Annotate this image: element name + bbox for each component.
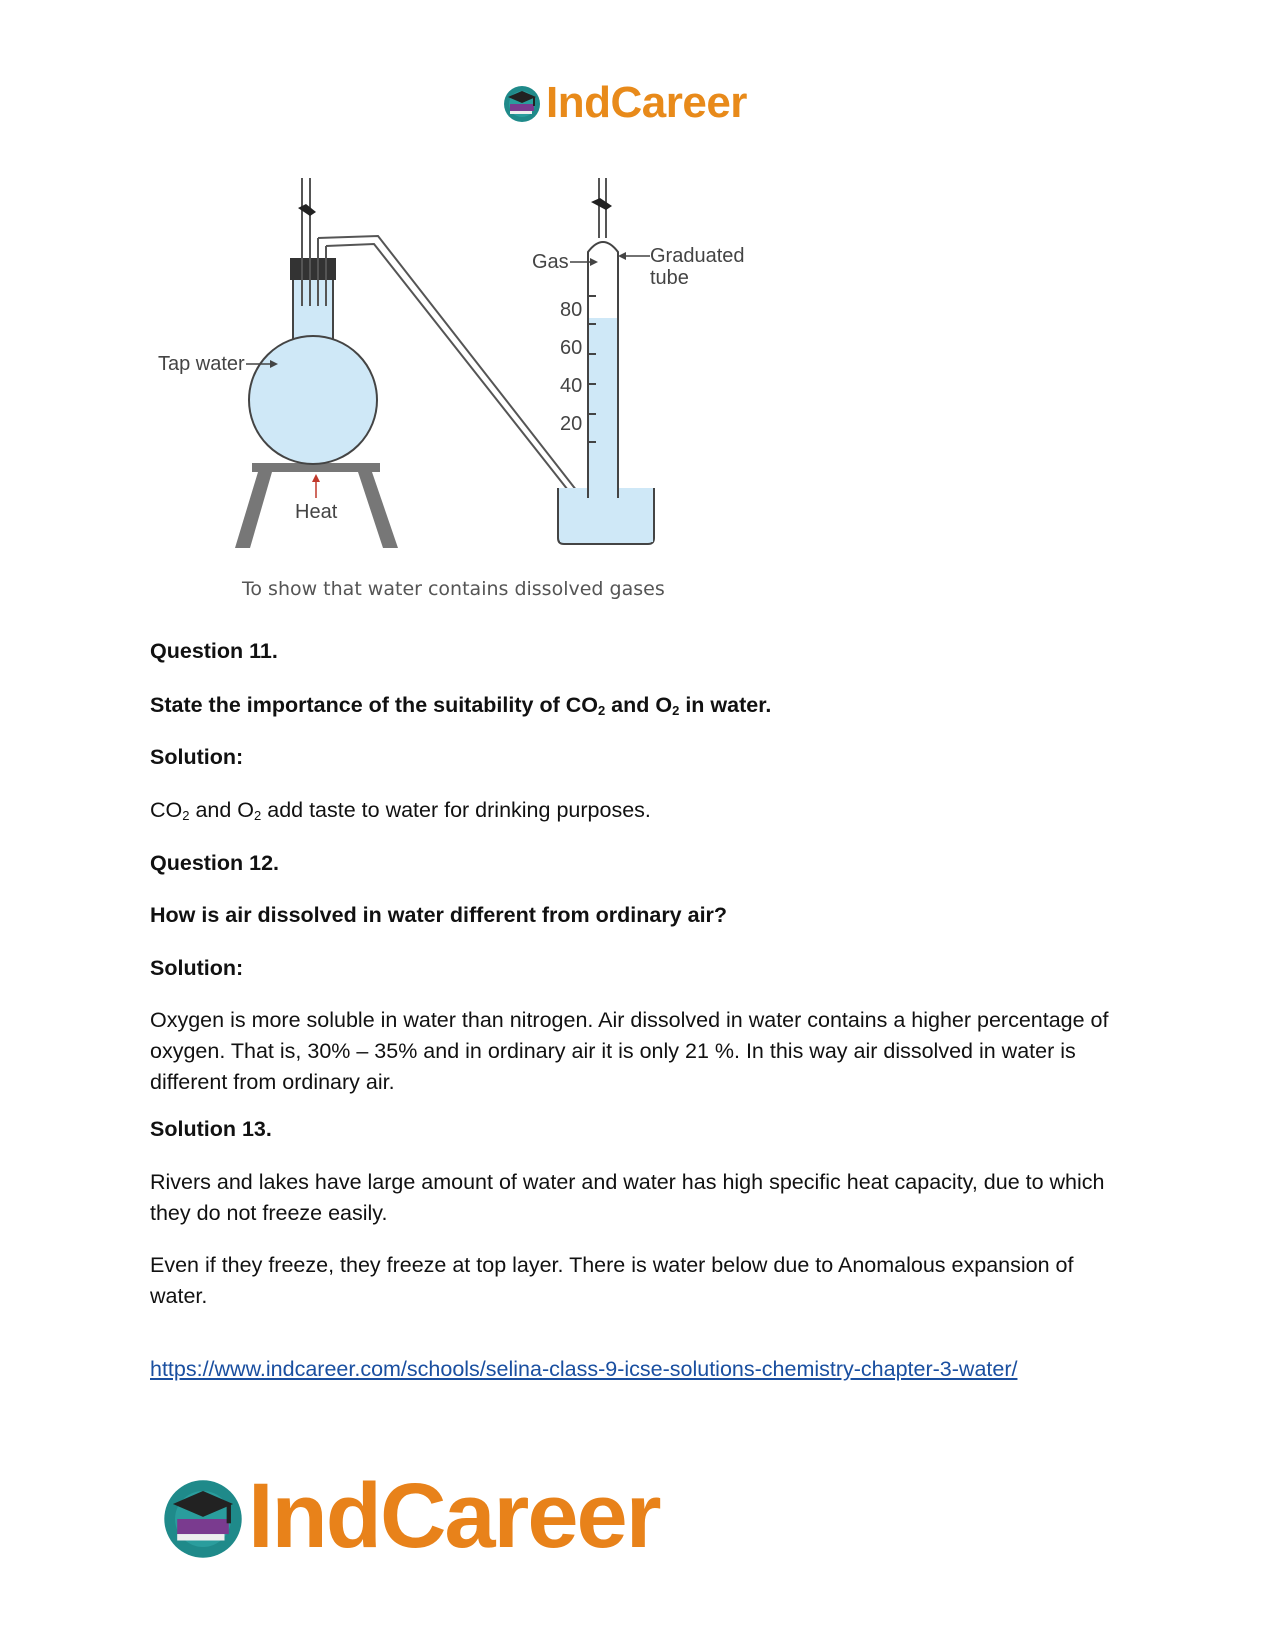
solution-11-text: $CO_2$ and $O_2$ add taste to water for drinking purposes. bbox=[150, 798, 651, 823]
tripod-leg bbox=[235, 472, 272, 548]
question-11-heading: Question 11. bbox=[150, 639, 278, 663]
solution-heading: Solution: bbox=[150, 956, 244, 980]
scale-label: 80 bbox=[560, 299, 583, 321]
label-tube: tube bbox=[650, 267, 689, 289]
label-tap-water: Tap water bbox=[158, 353, 245, 375]
footer-logo bbox=[160, 1465, 700, 1570]
label-heat: Heat bbox=[295, 501, 338, 523]
label-graduated: Graduated bbox=[650, 245, 745, 267]
graduation-cap-globe-icon bbox=[502, 84, 542, 124]
solution-13-heading: Solution 13. bbox=[150, 1117, 272, 1141]
logo-text: IndCareer bbox=[546, 78, 747, 127]
header-logo bbox=[502, 80, 792, 130]
solution-heading: Solution: bbox=[150, 745, 244, 769]
label-gas: Gas bbox=[532, 251, 569, 273]
scale-label: 20 bbox=[560, 413, 583, 435]
figure-caption: To show that water contains dissolved gases bbox=[242, 578, 665, 600]
solution-13-text: Even if they freeze, they freeze at top layer. There is water below due to Anomalous expansion of water. bbox=[150, 1253, 1074, 1308]
question-12-text: How is air dissolved in water different from ordinary air? bbox=[150, 903, 728, 927]
apparatus-figure bbox=[150, 178, 810, 648]
question-11-text: State the importance of the suitability of $CO_2$ and $O_2$ in water. bbox=[150, 693, 772, 718]
clip-icon bbox=[298, 204, 316, 216]
question-12-heading: Question 12. bbox=[150, 851, 280, 875]
scale-label: 40 bbox=[560, 375, 583, 397]
clip-icon bbox=[591, 198, 612, 210]
flask-stopper bbox=[290, 258, 336, 280]
scale-label: 60 bbox=[560, 337, 583, 359]
graduation-cap-globe-icon bbox=[160, 1476, 246, 1562]
logo-text: IndCareer bbox=[248, 1465, 660, 1567]
tripod-leg bbox=[358, 472, 398, 548]
source-link-paragraph bbox=[150, 1354, 1120, 1385]
solution-13-text: Rivers and lakes have large amount of water and water has high specific heat capacity, due to which they do not freeze easily. bbox=[150, 1170, 1105, 1225]
source-link[interactable]: https://www.indcareer.com/schools/selina-class-9-icse-solutions-chemistry-chapter-3-water/ bbox=[150, 1357, 1018, 1381]
solution-12-text: Oxygen is more soluble in water than nitrogen. Air dissolved in water contains a higher percentage of oxygen. That is, 30% – 35% and in ordinary air it is only 21 %. In this way air dissolved in water is different from ordinary air. bbox=[150, 1008, 1109, 1094]
